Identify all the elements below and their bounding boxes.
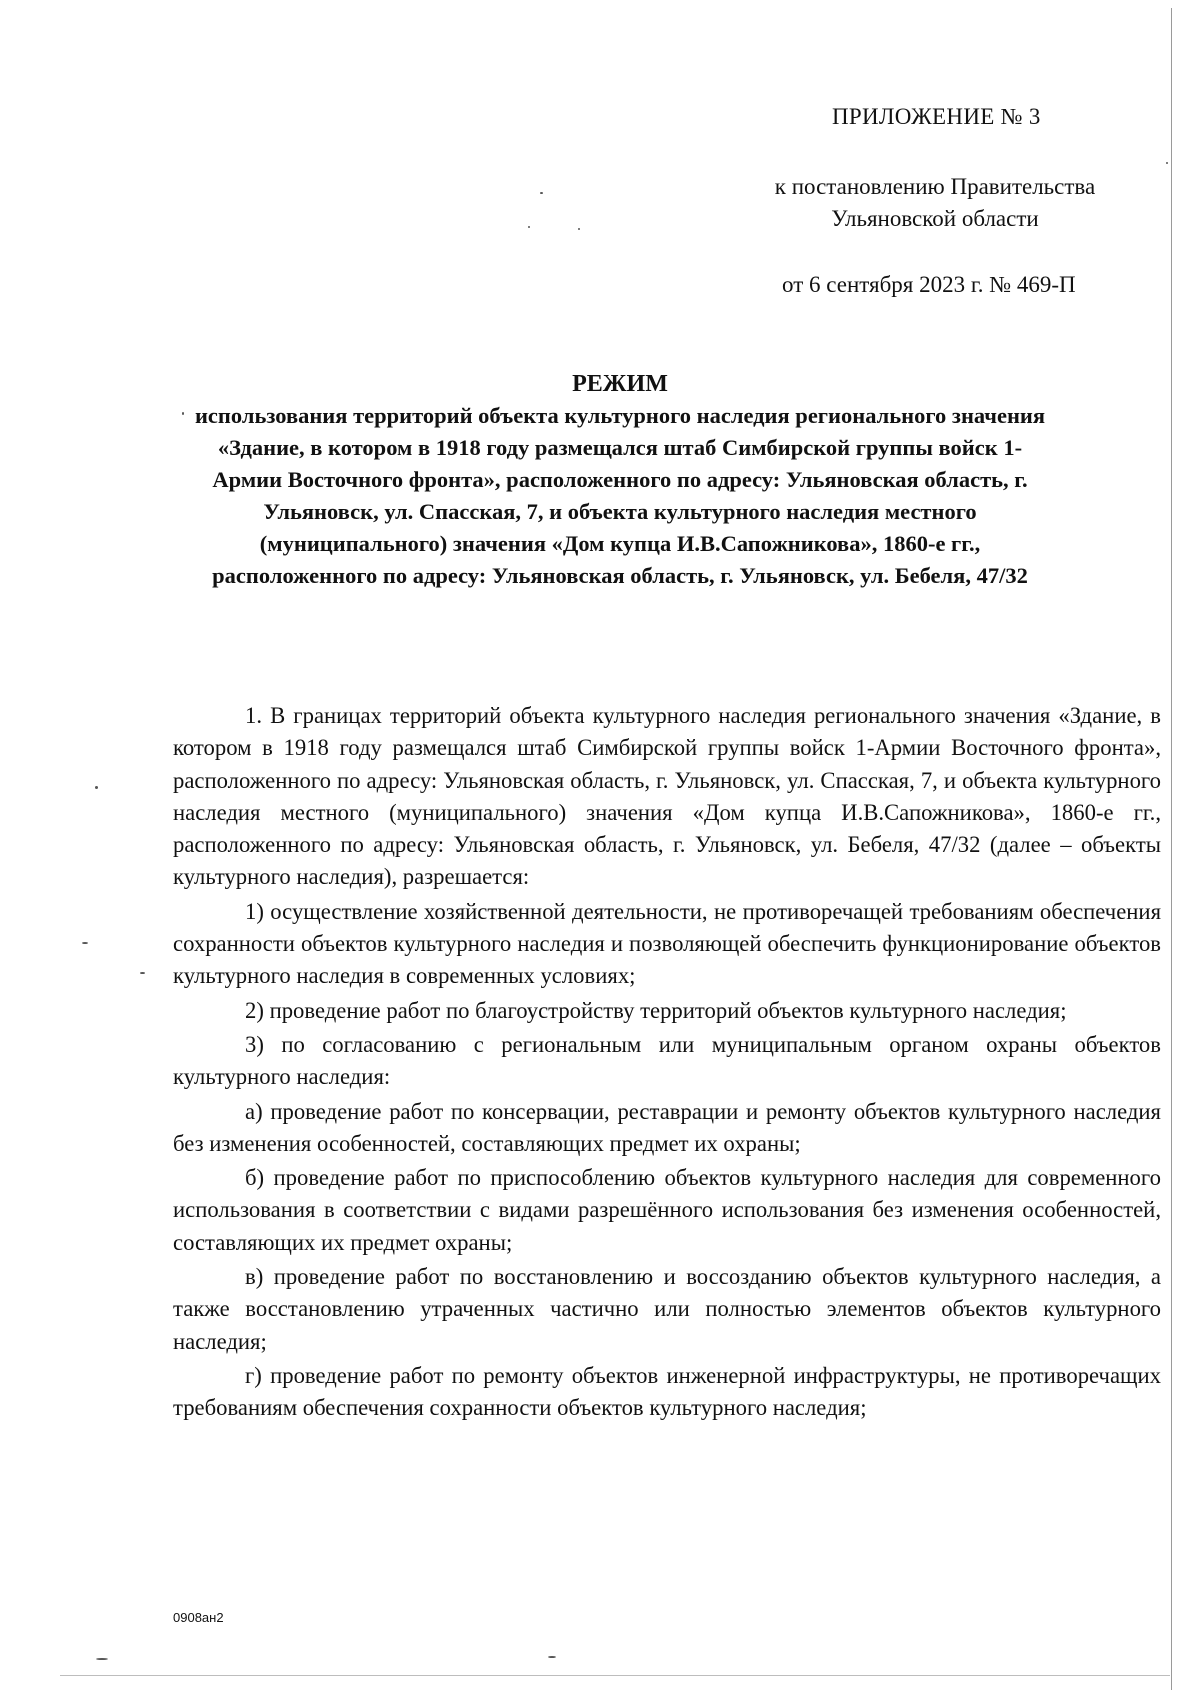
resolution-date: от 6 сентября 2023 г. № 469-П xyxy=(782,272,1076,297)
item-1: 1) осуществление хозяйственной деятельности, не противоречащей требованиям обеспечения сохранности объектов культурного наследия и позволяющей обеспечить функционирование объектов культурного наследия в современных условиях; xyxy=(173,898,1161,989)
document-title xyxy=(190,368,1050,592)
document-code: 0908ан2 xyxy=(173,1610,224,1625)
appendix-number: ПРИЛОЖЕНИЕ № 3 xyxy=(832,104,1041,129)
item-g: г) проведение работ по ремонту объектов инженерной инфраструктуры, не противоречащих требованиям обеспечения сохранности объектов культурного наследия; xyxy=(173,1362,1161,1421)
scan-speck xyxy=(1166,162,1168,164)
scan-speck xyxy=(578,228,580,230)
scan-speck xyxy=(96,1658,108,1660)
item-v: в) проведение работ по восстановлению и воссозданию объектов культурного наследия, а также восстановлению утраченных частично или полностью элементов объектов культурного наследия; xyxy=(173,1264,1161,1354)
scan-edge-bottom xyxy=(60,1675,1170,1676)
scan-speck xyxy=(95,786,98,789)
title-main: РЕЖИМ xyxy=(572,371,668,397)
item-2: 2) проведение работ по благоустройству территорий объектов культурного наследия; xyxy=(245,997,1067,1023)
item-a: а) проведение работ по консервации, реставрации и ремонту объектов культурного наследия без изменения особенностей, составляющих предмет их охраны; xyxy=(173,1098,1161,1156)
item-3: 3) по согласованию с региональным или муниципальным органом охраны объектов культурного наследия: xyxy=(173,1031,1161,1090)
scan-speck xyxy=(140,972,145,974)
scan-edge-right xyxy=(1171,8,1172,1690)
resolution-line-1: к постановлению Правительства xyxy=(774,174,1096,199)
scan-speck xyxy=(548,1656,556,1658)
scan-speck xyxy=(82,942,88,944)
document-body xyxy=(173,700,1161,1425)
item-b: б) проведение работ по приспособлению объектов культурного наследия для современного использования в соответствии с видами разрешённого использования без изменения особенностей, составляющих их предмет охраны; xyxy=(173,1165,1161,1255)
title-subtitle: использования территорий объекта культурного наследия регионального значения «Здание, в котором в 1918 году размещался штаб Симбирской группы войск 1-Армии Восточного фронта», расположенного по адресу: Ульяновская область, г. Ульяновск, ул. Спасская, 7, и объекта культурного наследия местного (муниципального) значения «Дом купца И.В.Сапожникова», 1860-е гг., расположенного по адресу: Ульяновская область, г. Ульяновск, ул. Бебеля, 47/32 xyxy=(194,403,1046,588)
scan-speck xyxy=(182,412,184,415)
resolution-line-2: Ульяновской области xyxy=(831,206,1039,231)
resolution-reference xyxy=(700,171,1170,235)
scan-speck xyxy=(528,226,530,228)
scan-speck xyxy=(540,192,543,194)
paragraph-1: 1. В границах территорий объекта культурного наследия регионального значения «Здание, в котором в 1918 году размещался штаб Симбирской группы войск 1-Армии Восточного фронта», расположенного по адресу: Ульяновская область, г. Ульяновск, ул. Спасская, 7, и объекта культурного наследия местного (муниципального) значения «Дом купца И.В.Сапожникова», 1860-е гг., расположенного по адресу: Ульяновская область, г. Ульяновск, ул. Бебеля, 47/32 (далее – объекты культурного наследия), разрешается: xyxy=(173,703,1161,890)
